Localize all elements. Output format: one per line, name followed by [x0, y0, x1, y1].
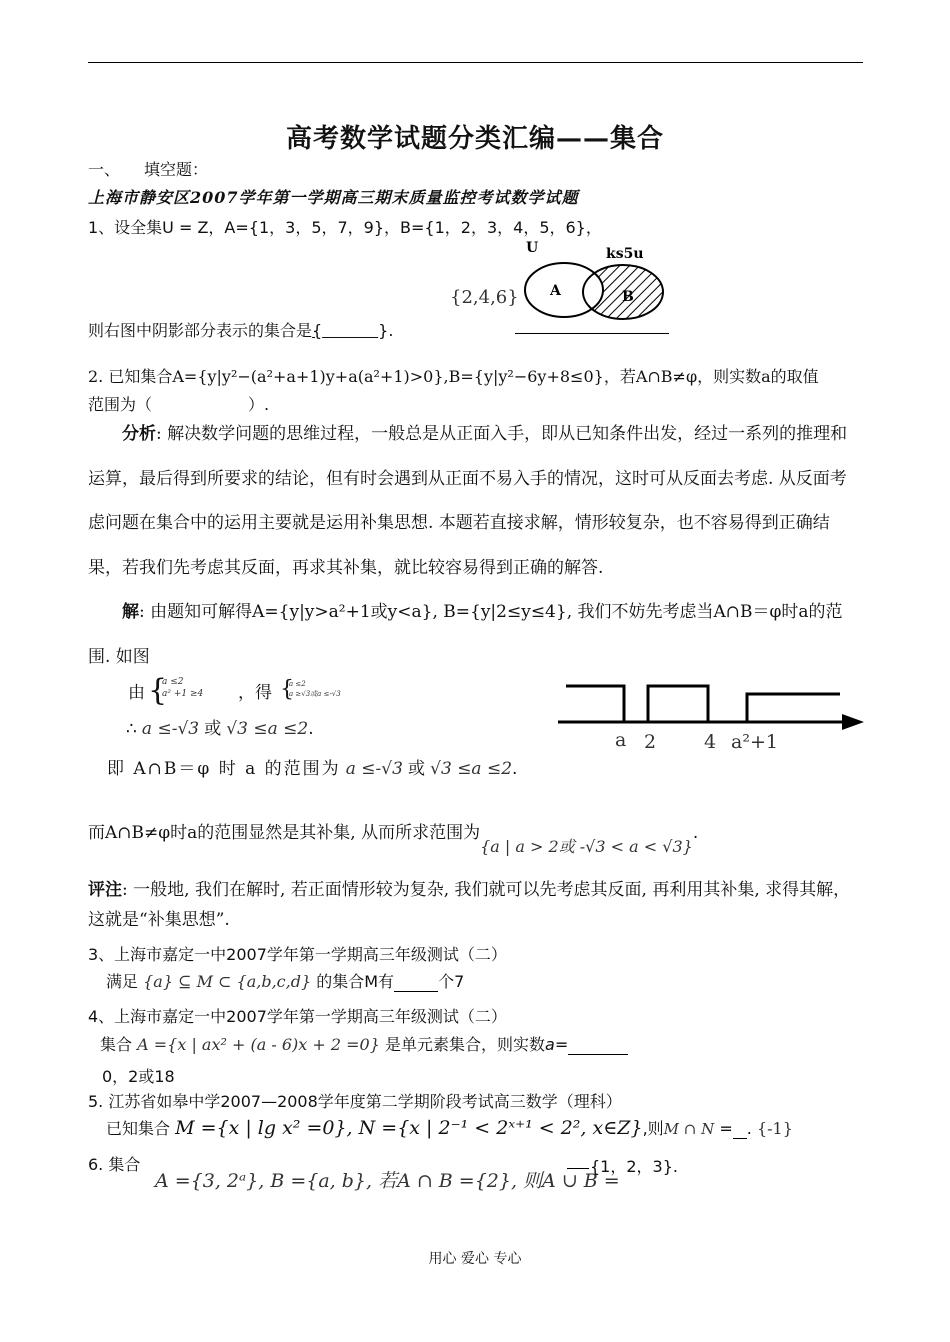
q4-answer: 0，2或18	[102, 1067, 175, 1086]
q2-ji-range1: a ≤-√3	[345, 759, 403, 779]
q2-ji-end: .	[512, 759, 518, 779]
q4-body	[100, 1032, 628, 1055]
q2-solution-text: : 由题知可解得A={y|y>a²+1或y<a}, B={y|2≤y≤4}, 我们不妨先考虑当A∩B＝φ时a的范围. 如图	[88, 602, 843, 667]
q1-prompt-line	[88, 318, 393, 341]
q5-body	[106, 1116, 793, 1139]
q2-solution	[88, 590, 863, 679]
q2-complement-end: .	[692, 823, 699, 843]
q4-var: a	[545, 1035, 555, 1054]
q2-system-2	[289, 679, 341, 699]
section-heading: 一、 填空题：	[88, 160, 209, 179]
venn-label-src: ks5u	[606, 246, 644, 262]
q2-comment-text: : 一般地, 我们在解时, 若正面情形较为复杂, 我们就可以先考虑其反面, 再利用其补集, 求得其解，这就是“补集思想”.	[88, 880, 851, 930]
q5-answer: {-1}	[756, 1119, 793, 1138]
q2-line1: 2. 已知集合A={y|y²−(a²+a+1)y+a(a²+1)>0},B={y|y²−6y+8≤0}，若A∩B≠φ，则实数a的取值	[88, 367, 819, 386]
q1-prompt: 则右图中阴影部分表示的集合是	[88, 321, 313, 340]
q2-range2: √3 ≤a ≤2	[226, 719, 309, 739]
q5-eq: =	[719, 1119, 733, 1138]
venn-label-b: B	[622, 289, 634, 305]
q1-text: 1、设全集U = Z，A={1，3，5，7，9}，B={1，2，3，4，5，6}，	[88, 218, 602, 237]
q2-ji-prefix: 即 A∩B＝φ 时 a 的范围为	[107, 759, 341, 779]
number-line-label-a2plus1: a²+1	[731, 731, 778, 753]
q2-complement-prefix: 而A∩B≠φ时a的范围显然是其补集, 从而所求范围为	[88, 823, 481, 843]
number-line-label-a: a	[615, 729, 627, 751]
header-rule	[88, 62, 863, 63]
q3-after-blank: 个7	[438, 972, 465, 991]
page-footer: 用心 爱心 专心	[428, 1251, 522, 1267]
q2-comment	[88, 875, 863, 935]
q4-suffix: 是单元素集合，则实数	[384, 1035, 545, 1054]
number-line-arrow	[842, 714, 864, 730]
q5-heading: 5. 江苏省如皋中学2007—2008学年度第二学期阶段考试高三数学（理科）	[88, 1092, 622, 1111]
q2-complement-set: {a | a > 2或 -√3 < a < √3}	[480, 837, 693, 856]
q2-analysis-label: 分析	[122, 424, 156, 444]
q2-ji-line	[107, 754, 517, 779]
q2-ji-or: 或	[408, 759, 426, 779]
q1-answer-set: {2,4,6}	[450, 287, 519, 308]
q2-de: ，得	[238, 683, 272, 703]
number-line-diagram	[558, 676, 868, 756]
q2-sys1-b: a² +1 ≥4	[162, 689, 204, 699]
q1-blank-right: }.	[378, 321, 394, 340]
q6-body	[155, 1166, 620, 1193]
q4-prefix: 集合	[100, 1035, 133, 1054]
q2-sys2-a: a ≤2	[289, 680, 306, 688]
q5-answer-blank[interactable]	[733, 1122, 747, 1139]
range-set-b	[648, 686, 708, 722]
q2-brace-2: {	[280, 677, 294, 702]
q3-suffix: 的集合M有	[316, 972, 395, 991]
q2-system-1	[162, 676, 203, 700]
q2-or: 或	[204, 719, 222, 739]
q2-therefore: ∴	[126, 719, 137, 739]
q1-answer-line	[515, 333, 669, 334]
q4-answer-blank[interactable]	[568, 1036, 628, 1055]
q2-brace-1: {	[148, 673, 168, 708]
q6-prefix: 6. 集合	[88, 1155, 141, 1174]
q3-body	[106, 969, 464, 992]
q2-ji-range2: √3 ≤a ≤2	[430, 759, 513, 779]
q1-blank[interactable]	[312, 321, 378, 340]
range-set-a-left	[566, 686, 624, 722]
q5-prefix: 已知集合	[106, 1119, 171, 1138]
q6-answer-blank[interactable]	[567, 1168, 589, 1169]
q6-answer: {1，2，3}.	[590, 1157, 678, 1176]
source-line: 上海市静安区2007学年第一学期高三期末质量监控考试数学试题	[88, 188, 579, 207]
q3-math: {a} ⊆ M ⊂ {a,b,c,d}	[143, 972, 312, 991]
q1-blank-left: {	[312, 321, 323, 340]
q6-math: A ={3, 2ᵃ}, B ={a, b}, 若A ∩ B ={2}, 则A ∪ B =	[155, 1170, 620, 1192]
venn-label-u: U	[526, 240, 539, 256]
q2-analysis-text: : 解决数学问题的思维过程，一般总是从正面入手，即从已知条件出发，经过一系列的推理和运算，最后得到所要求的结论，但有时会遇到从正面不易入手的情况，这时可从反面去考虑. 从反面考虑问题在集合中的运用主要就是运用补集思想. 本题若直接求解，情形较复杂，也不容易得到正确结果，若我们先考虑其反面，再求其补集，就比较容易得到正确的解答.	[88, 424, 848, 578]
page-title: 高考数学试题分类汇编——集合	[285, 124, 664, 154]
q3-answer-blank[interactable]	[394, 973, 438, 992]
number-line-label-2: 2	[644, 731, 657, 753]
q2-analysis	[88, 412, 863, 590]
q2-comment-label: 评注	[88, 880, 122, 900]
q4-eq: =	[554, 1035, 569, 1054]
q2-solution-label: 解	[122, 602, 139, 622]
q2-sys2-b: a ≥√3或a ≤-√3	[289, 690, 341, 698]
q3-heading: 3、上海市嘉定一中2007学年第一学期高三年级测试（二）	[88, 945, 507, 964]
q5-math: M ={x | lg x² =0}, N ={x | 2⁻¹ < 2ˣ⁺¹ < 2², x∈Z}	[175, 1117, 643, 1139]
q2-range1: a ≤-√3	[141, 719, 200, 739]
venn-diagram	[520, 236, 670, 326]
q5-math2: M ∩ N	[663, 1120, 715, 1138]
q2-range-end: .	[308, 719, 314, 739]
q2-line2: 范围为（ ）.	[88, 395, 270, 414]
q2-complement-line	[88, 818, 699, 856]
q4-heading: 4、上海市嘉定一中2007学年第一学期高三年级测试（二）	[88, 1007, 507, 1026]
q2-you: 由	[128, 683, 145, 703]
q2-therefore-line	[126, 714, 314, 739]
number-line-label-4: 4	[704, 731, 717, 753]
q4-math: A ={x | ax² + (a - 6)x + 2 =0}	[137, 1035, 380, 1054]
q5-then: ,则	[642, 1119, 664, 1138]
venn-label-a: A	[550, 283, 561, 299]
range-set-a-right	[747, 694, 840, 722]
q5-blank-end: .	[746, 1119, 752, 1138]
q3-prefix: 满足	[106, 972, 139, 991]
q2-sys1-a: a ≤2	[162, 677, 184, 687]
